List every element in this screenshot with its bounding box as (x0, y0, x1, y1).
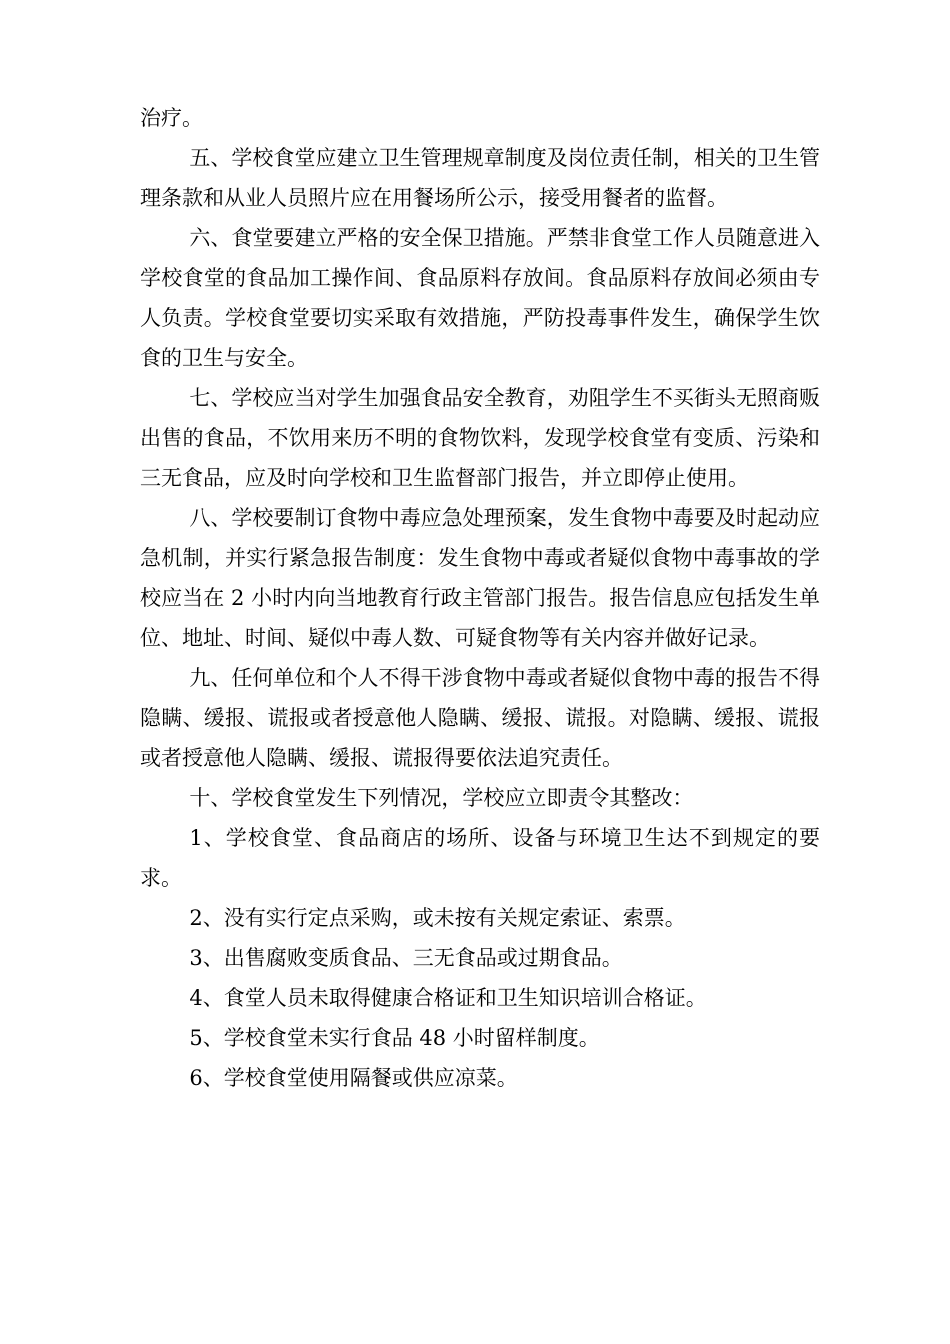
paragraph-item-5: 五、学校食堂应建立卫生管理规章制度及岗位责任制，相关的卫生管理条款和从业人员照片应在用餐场所公示，接受用餐者的监督。 (140, 146, 820, 210)
paragraph-item-7: 七、学校应当对学生加强食品安全教育，劝阻学生不买街头无照商贩出售的食品，不饮用来历不明的食物饮料，发现学校食堂有变质、污染和三无食品，应及时向学校和卫生监督部门报告，并立即停止使用。 (140, 386, 820, 490)
paragraph-item-9: 九、任何单位和个人不得干涉食物中毒或者疑似食物中毒的报告不得隐瞒、缓报、谎报或者授意他人隐瞒、缓报、谎报。对隐瞒、缓报、谎报或者授意他人隐瞒、缓报、谎报得要依法追究责任。 (140, 666, 820, 770)
list-item-5: 5、学校食堂未实行食品 48 小时留样制度。 (189, 1026, 600, 1050)
paragraph-item-8: 八、学校要制订食物中毒应急处理预案，发生食物中毒要及时起动应急机制，并实行紧急报告制度：发生食物中毒或者疑似食物中毒事故的学校应当在 2 小时内向当地教育行政主管部门报告。报告信息应包括发生单位、地址、时间、疑似中毒人数、可疑食物等有关内容并做好记录。 (140, 506, 820, 650)
document-body (140, 98, 820, 1098)
paragraph-item-6: 六、食堂要建立严格的安全保卫措施。严禁非食堂工作人员随意进入学校食堂的食品加工操作间、食品原料存放间。食品原料存放间必须由专人负责。学校食堂要切实采取有效措施，严防投毒事件发生，确保学生饮食的卫生与安全。 (140, 226, 820, 370)
list-item-3: 3、出售腐败变质食品、三无食品或过期食品。 (189, 946, 623, 970)
list-item-2: 2、没有实行定点采购，或未按有关规定索证、索票。 (189, 906, 686, 930)
list-item-6: 6、学校食堂使用隔餐或供应凉菜。 (189, 1066, 518, 1090)
paragraph-continuation: 治疗。 (140, 106, 203, 130)
list-item-1: 1、学校食堂、食品商店的场所、设备与环境卫生达不到规定的要求。 (140, 826, 820, 890)
list-item-4: 4、食堂人员未取得健康合格证和卫生知识培训合格证。 (189, 986, 707, 1010)
paragraph-item-10: 十、学校食堂发生下列情况，学校应立即责令其整改： (189, 786, 694, 810)
